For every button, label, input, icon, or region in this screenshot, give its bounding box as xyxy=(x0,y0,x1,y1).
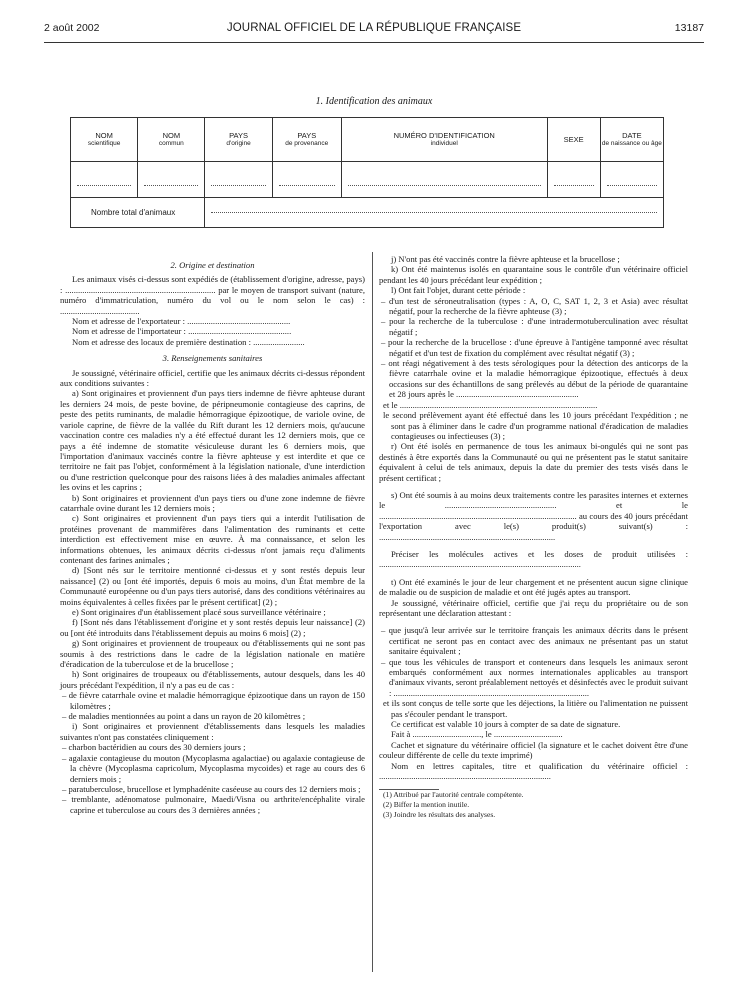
col-header: PAYS d'origine xyxy=(205,118,272,162)
right-paragraph: – que jusqu'à leur arrivée sur le territoire français les animaux décrits dans le présent certificat ne seront pas en contact avec des animaux ne présentant pas un statut sanitaire équivalent ; xyxy=(381,625,688,657)
col-header: NOM commun xyxy=(138,118,205,162)
col-header: DATE de naissance ou âge xyxy=(600,118,663,162)
left-paragraph: i) Sont originaires et proviennent d'établissements dans lesquels les maladies suivantes n'ont pas constatées cliniquement : xyxy=(60,721,365,742)
right-paragraph: s) Ont été soumis à au moins deux traitements contre les parasites internes et externes le .................................................... et le ............................................................................................ au cours des 40 jours précédant l'exportation avec le(s) produit(s) suivant(s) : .................................................................................. xyxy=(379,489,688,542)
right-paragraph: Nom en lettres capitales, titre et qualification du vétérinaire officiel : ................................................................................ xyxy=(379,760,688,782)
right-column xyxy=(379,254,688,820)
table-cell xyxy=(71,162,138,198)
table-row xyxy=(71,162,664,198)
table-cell xyxy=(341,162,547,198)
right-paragraph: et le ............................................................................................ xyxy=(383,399,598,410)
page-header xyxy=(44,22,704,38)
page-number: 13187 xyxy=(674,22,704,34)
section-title-identification: 1. Identification des animaux xyxy=(315,96,433,107)
total-label: Nombre total d'animaux xyxy=(71,198,205,228)
right-paragraph: – ont réagi négativement à des tests sérologiques pour la détection des anticorps de la fièvre catarrhale ovine et la maladie hémorragique épizootique, effectués à deux occasions sur des échantillons de sang prélevés au début de la période de quarantaine et 28 jours après le ......................................................... xyxy=(381,358,688,400)
left-paragraph: Nom et adresse de l'exportateur : ................................................ xyxy=(72,316,291,327)
right-paragraph: – pour la recherche de la tuberculose : d'une intradermotuberculination avec résultat négatif ; xyxy=(381,316,688,337)
left-paragraph: h) Sont originaires de troupeaux ou d'établissements, autour desquels, dans les 40 jours précédant l'expédition, il n'y a pas eu de cas : xyxy=(60,669,365,690)
table-cell xyxy=(138,162,205,198)
table-cell xyxy=(272,162,341,198)
right-paragraph: et ils sont conçus de telle sorte que les déjections, la litière ou l'alimentation ne puissent pas s'écouler pendant le transport. xyxy=(383,698,688,719)
col-header: NOM scientifique xyxy=(71,118,138,162)
left-paragraph: b) Sont originaires et proviennent d'un pays tiers ou d'une zone indemne de fièvre catarrhale ovine durant les 12 derniers mois ; xyxy=(60,492,365,513)
right-paragraph: Je soussigné, vétérinaire officiel, certifie que j'ai reçu du propriétaire ou de son représentant une déclaration attestant : xyxy=(379,597,688,618)
left-paragraph: Nom et adresse des locaux de première destination : ........................ xyxy=(72,336,305,347)
col-header: PAYS de provenance xyxy=(272,118,341,162)
animals-table xyxy=(70,117,664,228)
right-paragraph: l) Ont fait l'objet, durant cette période : xyxy=(391,285,526,296)
right-paragraph: – pour la recherche de la brucellose : d'une épreuve à l'antigène tamponné avec résultat négatif et d'un test de fixation du complément avec résultat négatif (3) ; xyxy=(381,337,688,358)
header-rule xyxy=(44,42,704,43)
footnote: (2) Biffer la mention inutile. xyxy=(383,799,470,809)
table-cell xyxy=(547,162,600,198)
right-paragraph: le second prélèvement ayant été effectué dans les 10 jours précédant l'expédition ; ne sont pas à éliminer dans le cadre d'un programme national d'éradication de maladies contagieuses ou infectieuses (3) ; xyxy=(383,410,688,441)
total-value-field xyxy=(205,198,664,228)
issue-date: 2 août 2002 xyxy=(44,22,100,34)
left-paragraph: 2. Origine et destination xyxy=(170,260,255,270)
left-paragraph: 3. Renseignements sanitaires xyxy=(162,353,263,364)
footnote: (3) Joindre les résultats des analyses. xyxy=(383,809,496,819)
table-cell xyxy=(205,162,272,198)
col-header: NUMÉRO D'IDENTIFICATION individuel xyxy=(341,118,547,162)
right-paragraph: Préciser les molécules actives et les doses de produit utilisées : .............................................................................................. xyxy=(379,548,688,570)
footnote: (1) Attribué par l'autorité centrale compétente. xyxy=(383,789,524,799)
right-paragraph: Fait à ................................, le ................................ xyxy=(391,729,563,740)
col-header: SEXE xyxy=(547,118,600,162)
left-paragraph: – de maladies mentionnées au point a dans un rayon de 20 kilomètres ; xyxy=(62,711,306,722)
right-paragraph: Ce certificat est valable 10 jours à compter de sa date de signature. xyxy=(391,719,621,730)
left-paragraph: c) Sont originaires et proviennent d'un pays tiers qui a interdit l'utilisation de protéines provenant de mammifères dans l'alimentation des ruminants et cette interdiction est effectivement mise en œuvre. À ma connaissance, et selon les informations obtenues, les animaux décrits ci-dessus n'ont jamais reçu d'aliments contenant des farines animales ; xyxy=(60,513,365,565)
left-paragraph: f) [Sont nés dans l'établissement d'origine et y sont restés depuis leur naissance] (2) ou [ont été introduits dans l'établissement depuis au moins 6 mois] (2) ; xyxy=(60,617,365,638)
table-header-row xyxy=(71,118,664,162)
column-divider xyxy=(372,252,373,972)
left-paragraph: e) Sont originaires d'un établissement placé sous surveillance vétérinaire ; xyxy=(72,607,326,617)
left-paragraph: – tremblante, adénomatose pulmonaire, Maedi/Visna ou arthrite/encéphalite virale caprine et tuberculose au cours des 3 dernières années ; xyxy=(62,794,365,815)
left-paragraph: Nom et adresse de l'importateur : ................................................ xyxy=(72,326,292,337)
left-paragraph: g) Sont originaires et proviennent de troupeaux ou d'établissements qui ne sont pas soumis à des restrictions dans le cadre de la législation nationale en matière d'éradication de la tuberculose et de la brucellose ; xyxy=(60,638,365,670)
left-paragraph: d) [Sont nés sur le territoire mentionné ci-dessus et y sont restés depuis leur naissance] (2) ou [ont été importés, depuis 6 mois au moins, d'un État membre de la Communauté européenne ou d'un pays tiers autorisé, dans des conditions vétérinaires au moins équivalentes à celles fixées par le présent certificat] (2) ; xyxy=(60,565,365,607)
left-paragraph: Les animaux visés ci-dessus sont expédiés de (établissement d'origine, adresse, pays) : ...................................................................... par le moyen de transport suivant (nature, numéro d'immatriculation, numéro du vol ou le nom selon le cas) : ..................................... xyxy=(60,274,365,316)
table-cell xyxy=(600,162,663,198)
right-paragraph: k) Ont été maintenus isolés en quarantaine sous le contrôle d'un vétérinaire officiel pendant les 40 jours précédant leur expédition ; xyxy=(379,264,688,285)
left-paragraph: Je soussigné, vétérinaire officiel, certifie que les animaux décrits ci-dessus répondent aux conditions suivantes : xyxy=(60,367,365,389)
journal-title: JOURNAL OFFICIEL DE LA RÉPUBLIQUE FRANÇAISE xyxy=(226,22,522,34)
left-paragraph: – charbon bactéridien au cours des 30 derniers jours ; xyxy=(62,742,246,753)
left-paragraph: – de fièvre catarrhale ovine et maladie hémorragique épizootique dans un rayon de 150 kilomètres ; xyxy=(62,690,365,711)
right-paragraph: t) Ont été examinés le jour de leur chargement et ne présentent aucun signe clinique de maladie ou de suspicion de maladie et ont été jugés aptes au transport. xyxy=(379,576,688,598)
left-paragraph: a) Sont originaires et proviennent d'un pays tiers indemne de fièvre aphteuse durant les derniers 24 mois, de peste bovine, de péripneumonie contagieuse des caprins, de peste des petits ruminants, de maladie hémorragique épizootique, de variole ovine, de variole caprine, de fièvre de la vallée du Rift durant les 12 derniers mois, qu'aucune vaccination contre ces maladies n'y a été effectué durant les 12 derniers mois, que ce pays a été indemne de stomatite vésiculeuse durant les 6 derniers mois, que l'importation d'animaux vaccinés contre la fièvre aphteuse y est interdite et que ce territoire ne fait pas l'objet, conformément à la législation nationale, d'une interdiction ou d'une restriction quelconque pour des raisons liées à des maladies animales affectant les ovins et les caprins ; xyxy=(60,388,365,493)
right-paragraph: – d'un test de séroneutralisation (types : A, O, C, SAT 1, 2, 3 et Asia) avec résultat négatif, pour la recherche de la fièvre aphteuse (3) ; xyxy=(381,295,688,317)
right-paragraph: j) N'ont pas été vaccinés contre la fièvre aphteuse et la brucellose ; xyxy=(391,254,620,264)
left-column xyxy=(60,254,365,815)
right-paragraph: Cachet et signature du vétérinaire officiel (la signature et le cachet doivent être d'une couleur différente de celle du texte imprimé) xyxy=(379,739,688,761)
total-row xyxy=(71,198,664,228)
left-paragraph: – agalaxie contagieuse du mouton (Mycoplasma agalactiae) ou agalaxie contagieuse de la chèvre (Mycoplasma capricolum, Mycoplasma mycoides) et rage au cours des 6 derniers mois ; xyxy=(62,752,365,784)
right-paragraph: r) Ont été isolés en permanence de tous les animaux bi-ongulés qui ne sont pas destinés à être exportés dans la Communauté ou qui ne présentent pas le statut sanitaire équivalent à celui de tels animaux, depuis la date du premier des tests visés dans le présent certificat ; xyxy=(379,441,688,483)
left-paragraph: – paratuberculose, brucellose et lymphadénite caséeuse au cours des 12 derniers mois ; xyxy=(62,783,361,794)
right-paragraph: – que tous les véhicules de transport et conteneurs dans lesquels les animaux seront embarqués conformément aux normes internationales applicables au transport d'animaux vivants, seront préalablement nettoyés et désinfectés avec le produit suivant : ........................................................................................... xyxy=(381,656,688,698)
